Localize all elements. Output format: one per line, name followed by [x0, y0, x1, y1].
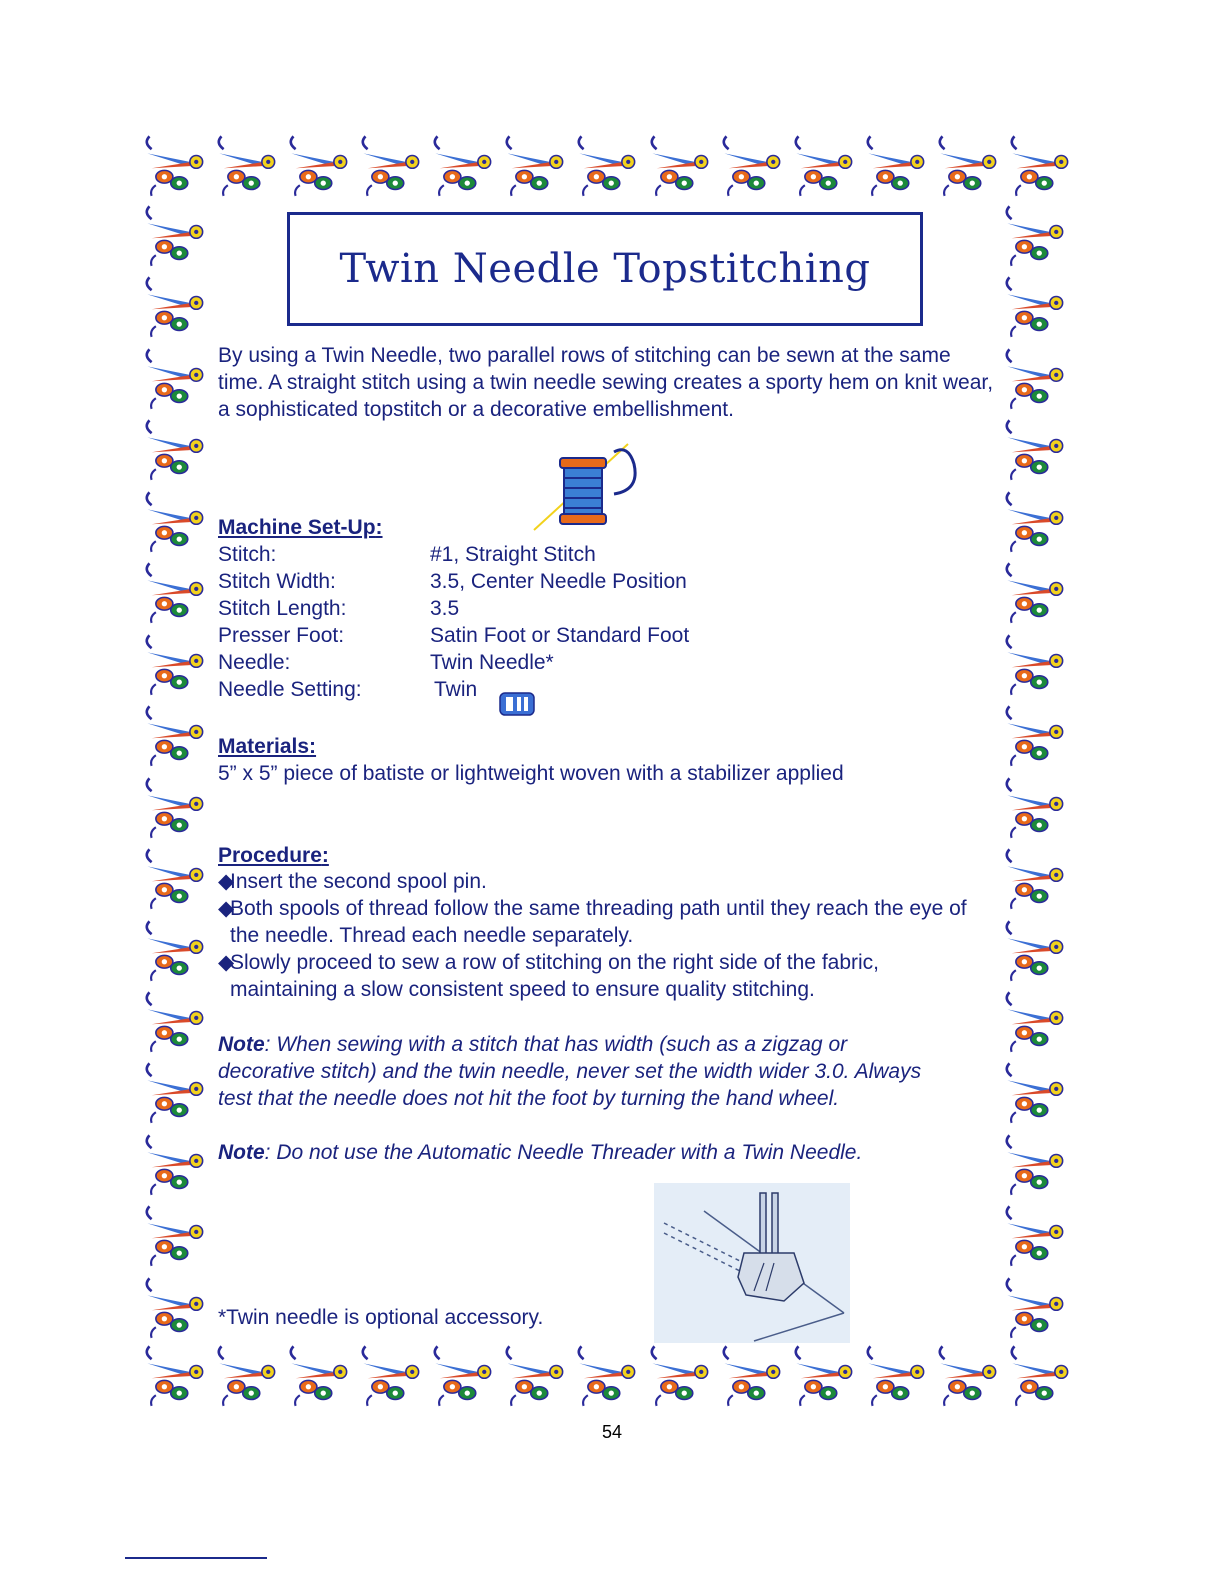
- scissors-icon: [500, 1340, 570, 1408]
- setup-label: Stitch Length:: [218, 597, 347, 620]
- scissors-icon: [1005, 130, 1075, 198]
- procedure-list: [218, 868, 978, 1003]
- scissors-icon: [284, 1340, 354, 1408]
- setup-row: [218, 595, 689, 622]
- title-box: [287, 212, 923, 326]
- page-title: Twin Needle Topstitching: [339, 246, 871, 292]
- setup-row: [218, 622, 689, 649]
- scissors-icon: [140, 915, 210, 983]
- materials-heading: Materials: [218, 735, 310, 758]
- note-label: Note: [218, 1141, 265, 1164]
- scissors-icon: [140, 200, 210, 268]
- scissors-icon: [789, 1340, 859, 1408]
- materials-heading-wrap: Materials:: [218, 735, 317, 758]
- scissors-icon: [572, 1340, 642, 1408]
- scissors-icon: [140, 629, 210, 697]
- scissors-icon: [645, 1340, 715, 1408]
- scissors-icon: [1000, 1129, 1070, 1197]
- setup-value: 3.5, Center Needle Position: [430, 570, 687, 593]
- setup-row: [218, 568, 689, 595]
- scissors-icon: [140, 271, 210, 339]
- scissors-icon: [1000, 1272, 1070, 1340]
- scissors-icon: [645, 130, 715, 198]
- scissors-icon: [1000, 915, 1070, 983]
- setup-row: [218, 676, 689, 703]
- procedure-step-text: Insert the second spool pin.: [230, 870, 487, 893]
- footnote: *Twin needle is optional accessory.: [218, 1306, 544, 1329]
- scissors-icon: [572, 130, 642, 198]
- setup-heading: Machine Set-Up: [218, 516, 376, 539]
- scissors-icon: [933, 1340, 1003, 1408]
- scissors-icon: [284, 130, 354, 198]
- scissors-icon: [1000, 1200, 1070, 1268]
- page-number: 54: [601, 1422, 623, 1442]
- procedure-step-text: Both spools of thread follow the same threading path until they reach the eye of the needle. Thread each needle separately.: [230, 897, 967, 947]
- right-scissors-border: [1000, 200, 1072, 1340]
- procedure-step: ◆ Slowly proceed to sew a row of stitching on the right side of the fabric, maintaining a slow consistent speed to ensure quality stitching.: [218, 949, 978, 1003]
- scissors-icon: [140, 1272, 210, 1340]
- setup-label: Presser Foot:: [218, 624, 345, 647]
- scissors-icon: [1005, 1340, 1075, 1408]
- scissors-icon: [933, 130, 1003, 198]
- procedure-step-text: Slowly proceed to sew a row of stitching on the right side of the fabric, maintaining a slow consistent speed to ensure quality stitching.: [230, 951, 880, 1001]
- scissors-icon: [140, 130, 210, 198]
- scissors-icon: [140, 1340, 210, 1408]
- scissors-icon: [428, 130, 498, 198]
- left-scissors-border: [140, 200, 212, 1340]
- scissors-icon: [140, 557, 210, 625]
- setup-row: [218, 649, 689, 676]
- scissors-icon: [861, 1340, 931, 1408]
- scissors-icon: [140, 414, 210, 482]
- setup-value: Twin Needle*: [430, 651, 554, 674]
- intro-paragraph: By using a Twin Needle, two parallel rows of stitching can be sewn at the same time. A straight stitch using a twin needle sewing creates a sporty hem on knit wear, a sophisticated topstitch or a decorative embellishment.: [218, 344, 994, 421]
- procedure-step: ◆ Insert the second spool pin.: [218, 870, 487, 893]
- thread-spool-icon: [530, 438, 645, 538]
- scissors-icon: [140, 1200, 210, 1268]
- scissors-icon: [717, 130, 787, 198]
- scissors-icon: [356, 1340, 426, 1408]
- scissors-icon: [1000, 486, 1070, 554]
- procedure-heading-wrap: Procedure:: [218, 844, 329, 867]
- scissors-icon: [212, 1340, 282, 1408]
- setup-label: Stitch Width:: [218, 570, 336, 593]
- scissors-icon: [1000, 772, 1070, 840]
- scissors-icon: [1000, 986, 1070, 1054]
- scissors-icon: [140, 1129, 210, 1197]
- scissors-icon: [1000, 557, 1070, 625]
- scissors-icon: [428, 1340, 498, 1408]
- setup-label: Stitch:: [218, 543, 277, 566]
- scissors-icon: [140, 1057, 210, 1125]
- setup-table: [218, 541, 689, 703]
- scissors-icon: [1000, 343, 1070, 411]
- scissors-icon: [140, 486, 210, 554]
- procedure-heading: Procedure: [218, 844, 322, 867]
- presser-foot-illustration: [654, 1183, 850, 1343]
- scissors-icon: [789, 130, 859, 198]
- scissors-icon: [500, 130, 570, 198]
- note-text: : Do not use the Automatic Needle Threader with a Twin Needle.: [264, 1141, 863, 1164]
- scissors-icon: [1000, 271, 1070, 339]
- setup-heading-wrap: Machine Set-Up:: [218, 516, 383, 539]
- procedure-step: ◆ Both spools of thread follow the same threading path until they reach the eye of the needle. Thread each needle separately.: [218, 895, 978, 949]
- scissors-icon: [1000, 843, 1070, 911]
- setup-label: Needle:: [218, 651, 291, 674]
- setup-label: Needle Setting:: [218, 678, 362, 701]
- setup-value: #1, Straight Stitch: [430, 543, 596, 566]
- setup-value: Satin Foot or Standard Foot: [430, 624, 690, 647]
- scissors-icon: [140, 843, 210, 911]
- setup-value: 3.5: [430, 597, 460, 620]
- materials-text: 5” x 5” piece of batiste or lightweight woven with a stabilizer applied: [218, 762, 844, 785]
- note-threader-warning: [218, 1139, 948, 1166]
- footer-divider: [125, 1557, 267, 1559]
- scissors-icon: [212, 130, 282, 198]
- note-width-warning: [218, 1031, 948, 1112]
- scissors-icon: [140, 343, 210, 411]
- scissors-icon: [717, 1340, 787, 1408]
- top-scissors-border: [140, 130, 1075, 200]
- scissors-icon: [1000, 200, 1070, 268]
- scissors-icon: [140, 772, 210, 840]
- setup-row: [218, 541, 689, 568]
- scissors-icon: [140, 986, 210, 1054]
- note-label: Note: [218, 1033, 265, 1056]
- scissors-icon: [861, 130, 931, 198]
- bottom-scissors-border: [140, 1340, 1075, 1410]
- setup-value: Twin: [434, 678, 478, 701]
- scissors-icon: [1000, 700, 1070, 768]
- scissors-icon: [140, 700, 210, 768]
- scissors-icon: [1000, 629, 1070, 697]
- scissors-icon: [356, 130, 426, 198]
- twin-needle-icon: [498, 689, 536, 719]
- scissors-icon: [1000, 1057, 1070, 1125]
- note-text: : When sewing with a stitch that has width (such as a zigzag or decorative stitch) and the twin needle, never set the width wider 3.0. Always test that the needle does not hit the foot by turning the hand wheel.: [218, 1033, 922, 1110]
- scissors-icon: [1000, 414, 1070, 482]
